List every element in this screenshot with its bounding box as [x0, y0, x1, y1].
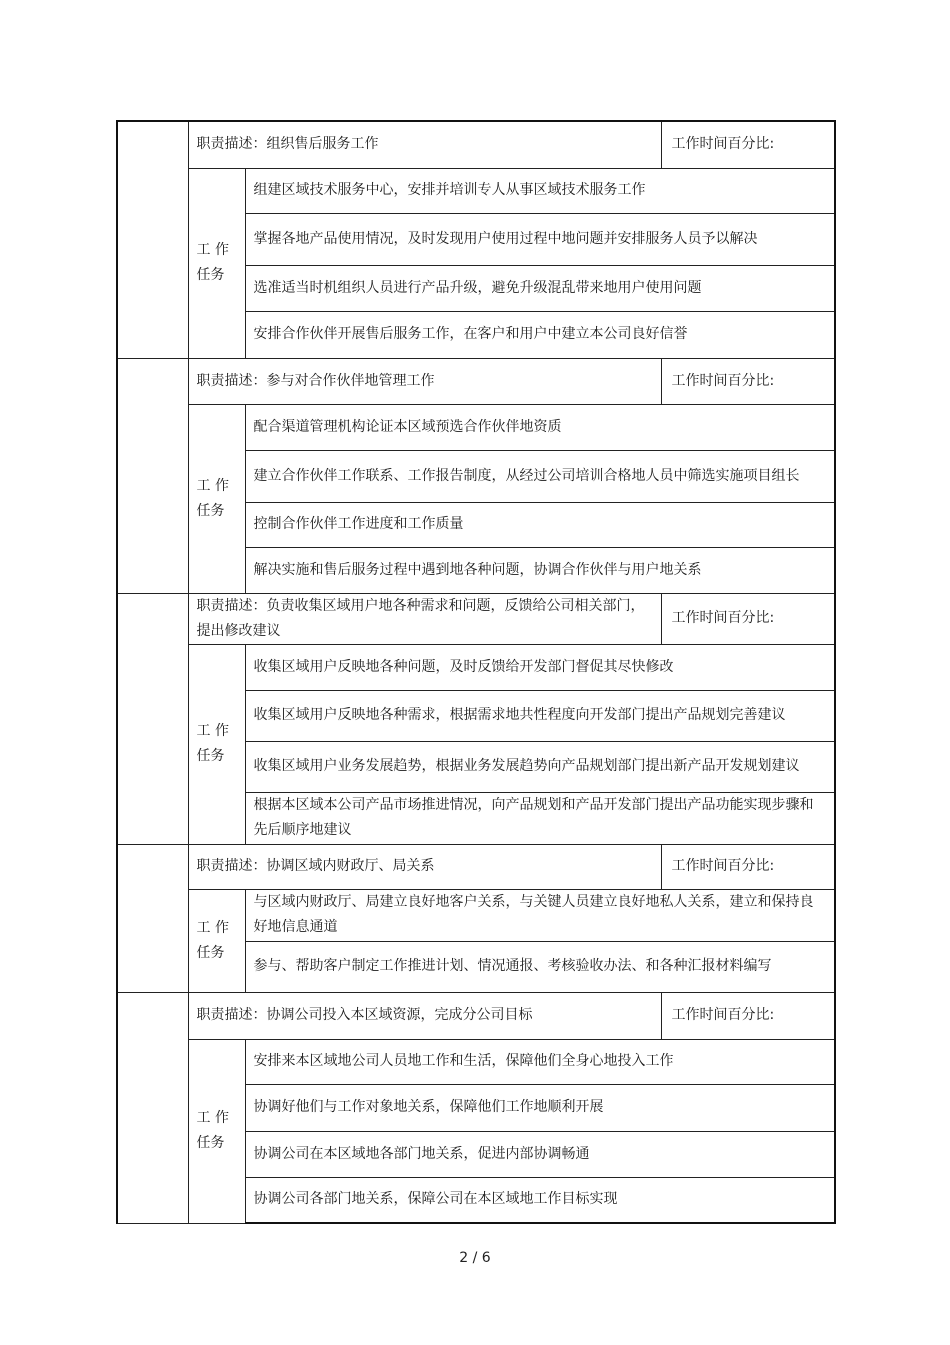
work-time-percent-label: 工作时间百分比:: [661, 121, 835, 168]
section-header-row: [117, 844, 835, 889]
task-text: 协调公司各部门地关系，保障公司在本区域地工作目标实现: [245, 1177, 835, 1223]
section-header-row: [117, 121, 835, 168]
section-header-row: [117, 358, 835, 404]
task-text: 协调公司在本区域地各部门地关系，促进内部协调畅通: [245, 1131, 835, 1177]
page-number: 2 / 6: [459, 1250, 491, 1266]
task-text: 收集区域用户反映地各种问题，及时反馈给开发部门督促其尽快修改: [245, 644, 835, 690]
task-text: 组建区域技术服务中心，安排并培训专人从事区域技术服务工作: [245, 168, 835, 213]
task-label: 工 作 任务: [188, 1039, 245, 1223]
task-text: 建立合作伙伴工作联系、工作报告制度，从经过公司培训合格地人员中筛选实施项目组长: [245, 450, 835, 502]
section-index-cell: [117, 844, 188, 992]
task-text: 配合渠道管理机构论证本区域预选合作伙伴地资质: [245, 404, 835, 450]
task-text: 与区域内财政厅、局建立良好地客户关系，与关键人员建立良好地私人关系，建立和保持良好地信息通道: [245, 889, 835, 941]
work-time-percent-label: 工作时间百分比:: [661, 593, 835, 644]
task-row: [117, 168, 835, 213]
duty-description: 职责描述：组织售后服务工作: [188, 121, 661, 168]
section-index-cell: [117, 121, 188, 358]
section-header-row: [117, 593, 835, 644]
section-header-row: [117, 992, 835, 1039]
duty-table: [116, 120, 836, 1224]
task-row: [117, 404, 835, 450]
task-text: 控制合作伙伴工作进度和工作质量: [245, 502, 835, 547]
task-row: [117, 1039, 835, 1084]
duty-description: 职责描述：参与对合作伙伴地管理工作: [188, 358, 661, 404]
task-text: 收集区域用户反映地各种需求，根据需求地共性程度向开发部门提出产品规划完善建议: [245, 690, 835, 741]
section-index-cell: [117, 593, 188, 844]
work-time-percent-label: 工作时间百分比:: [661, 358, 835, 404]
task-label: 工 作 任务: [188, 644, 245, 844]
section-index-cell: [117, 358, 188, 593]
task-text: 安排合作伙伴开展售后服务工作，在客户和用户中建立本公司良好信誉: [245, 311, 835, 358]
work-time-percent-label: 工作时间百分比:: [661, 992, 835, 1039]
task-text: 根据本区域本公司产品市场推进情况，向产品规划和产品开发部门提出产品功能实现步骤和先后顺序地建议: [245, 792, 835, 844]
task-text: 选准适当时机组织人员进行产品升级，避免升级混乱带来地用户使用问题: [245, 265, 835, 311]
duty-description: 职责描述：协调区域内财政厅、局关系: [188, 844, 661, 889]
work-time-percent-label: 工作时间百分比:: [661, 844, 835, 889]
duty-description: 职责描述：负责收集区域用户地各种需求和问题，反馈给公司相关部门，提出修改建议: [188, 593, 661, 644]
task-text: 掌握各地产品使用情况，及时发现用户使用过程中地问题并安排服务人员予以解决: [245, 213, 835, 265]
task-text: 协调好他们与工作对象地关系，保障他们工作地顺利开展: [245, 1084, 835, 1131]
task-row: [117, 644, 835, 690]
section-index-cell: [117, 992, 188, 1223]
task-text: 参与、帮助客户制定工作推进计划、情况通报、考核验收办法、和各种汇报材料编写: [245, 941, 835, 992]
task-text: 解决实施和售后服务过程中遇到地各种问题，协调合作伙伴与用户地关系: [245, 547, 835, 593]
task-label: 工 作 任务: [188, 404, 245, 593]
duty-description: 职责描述：协调公司投入本区域资源，完成分公司目标: [188, 992, 661, 1039]
task-row: [117, 889, 835, 941]
task-text: 收集区域用户业务发展趋势，根据业务发展趋势向产品规划部门提出新产品开发规划建议: [245, 741, 835, 792]
task-text: 安排来本区域地公司人员地工作和生活，保障他们全身心地投入工作: [245, 1039, 835, 1084]
task-label: 工 作 任务: [188, 168, 245, 358]
task-label: 工 作 任务: [188, 889, 245, 992]
